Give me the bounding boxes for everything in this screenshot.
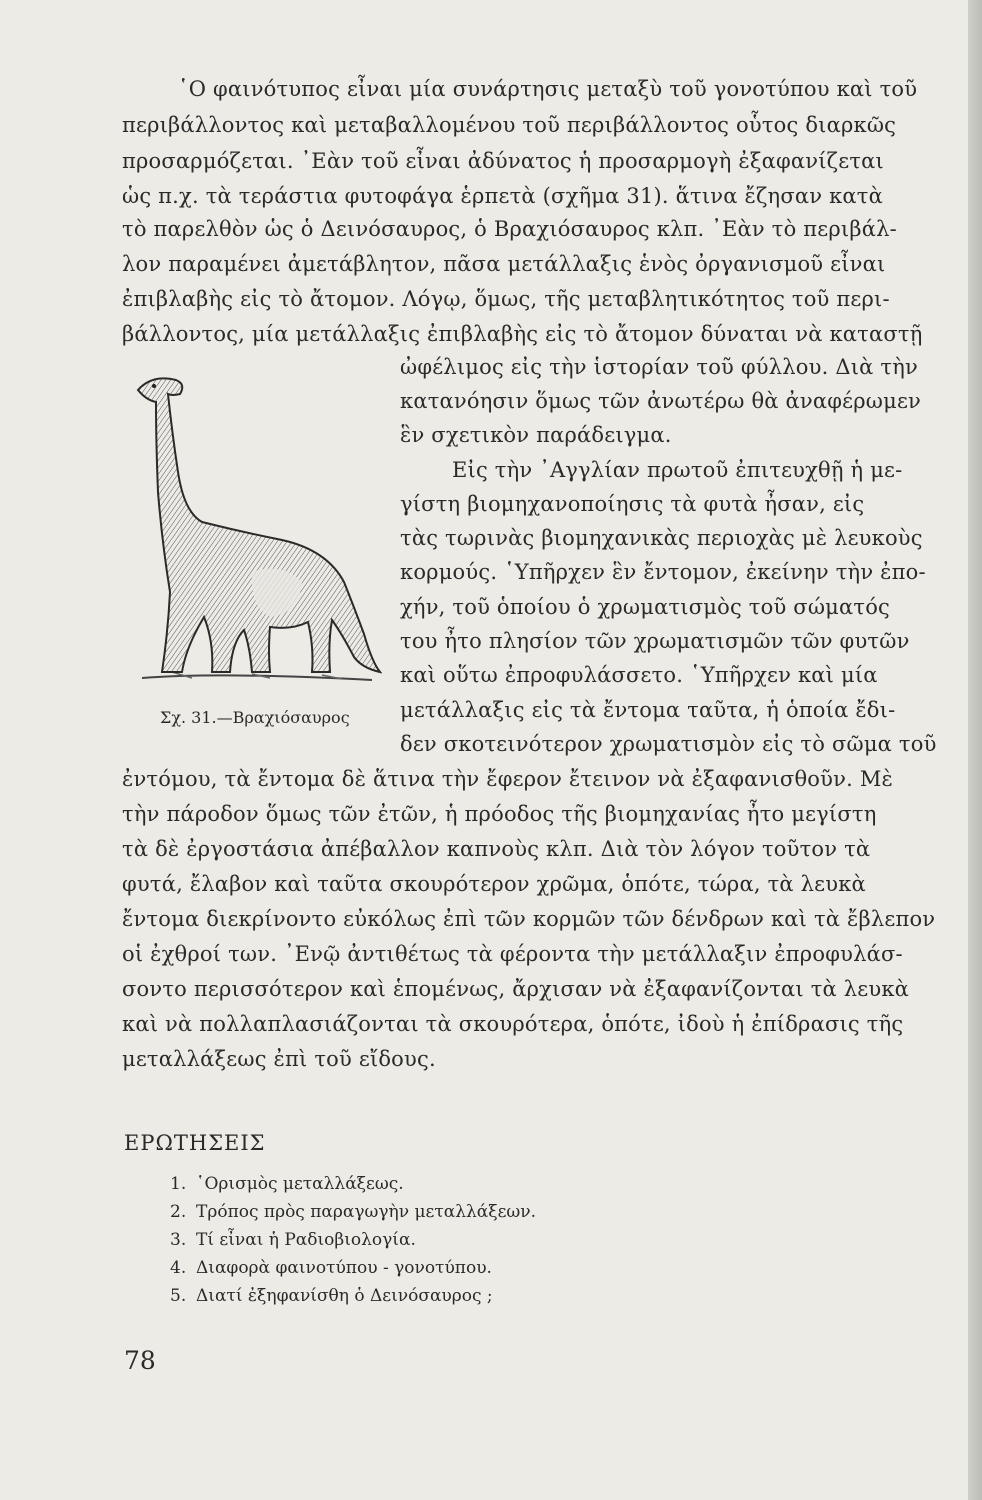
text-line: τὸ παρελθὸν ὡς ὁ Δεινόσαυρος, ὁ Βραχιόσαυρος κλπ. ᾿Εὰν τὸ περιβάλ- (122, 217, 897, 241)
question-number: 2. (170, 1202, 187, 1222)
list-item (170, 1172, 404, 1196)
text-line: μεταλλάξεως ἐπὶ τοῦ εἴδους. (122, 1047, 436, 1071)
text-line: χήν, τοῦ ὁποίου ὁ χρωματισμὸς τοῦ σώματός (400, 595, 891, 619)
list-item (170, 1256, 492, 1280)
question-number: 3. (170, 1230, 187, 1250)
questions-heading: ΕΡΩΤΗΣΕΙΣ (124, 1131, 266, 1155)
text-line: ῾Ο φαινότυπος εἶναι μία συνάρτησις μεταξὺ τοῦ γονοτύπου καὶ τοῦ (178, 77, 918, 101)
text-line: ὡς π.χ. τὰ τεράστια φυτοφάγα ἑρπετὰ (σχῆμα 31). ἅτινα ἔζησαν κατὰ (122, 184, 884, 208)
text-line: δεν σκοτεινότερον χρωματισμὸν εἰς τὸ σῶμα τοῦ (400, 732, 937, 756)
figure-caption: Σχ. 31.—Βραχιόσαυρος (160, 708, 350, 727)
text-line: τὴν πάροδον ὅμως τῶν ἐτῶν, ἡ πρόοδος τῆς βιομηχανίας ἦτο μεγίστη (122, 802, 877, 826)
text-line: τὰ δὲ ἐργοστάσια ἀπέβαλλον καπνοὺς κλπ. Διὰ τὸν λόγον τοῦτον τὰ (122, 837, 871, 861)
text-line: προσαρμόζεται. ᾿Εὰν τοῦ εἶναι ἀδύνατος ἡ προσαρμογὴ ἐξαφανίζεται (122, 149, 884, 173)
text-line: οἱ ἐχθροί των. ᾿Ενῷ ἀντιθέτως τὰ φέροντα τὴν μετάλλαξιν ἐπροφυλάσ- (122, 942, 903, 966)
list-item (170, 1284, 493, 1308)
text-line: σοντο περισσότερον καὶ ἑπομένως, ἄρχισαν νὰ ἐξαφανίζονται τὰ λευκὰ (122, 977, 910, 1001)
text-line: βάλλοντος, μία μετάλλαξις ἐπιβλαβὴς εἰς τὸ ἄτομον δύναται νὰ καταστῇ (122, 322, 923, 346)
text-line: καὶ νὰ πολλαπλασιάζονται τὰ σκουρότερα, ὁπότε, ἰδοὺ ἡ ἐπίδρασις τῆς (122, 1012, 904, 1036)
text-line: λον παραμένει ἀμετάβλητον, πᾶσα μετάλλαξις ἑνὸς ὀργανισμοῦ εἶναι (122, 252, 886, 276)
text-line: του ἦτο πλησίον τῶν χρωματισμῶν τῶν φυτῶν (400, 629, 910, 653)
text-line: ἓν σχετικὸν παράδειγμα. (400, 423, 672, 447)
question-number: 1. (170, 1174, 187, 1194)
question-text: Διατί ἐξηφανίσθη ὁ Δεινόσαυρος ; (196, 1286, 493, 1306)
text-line: Εἰς τὴν ᾿Αγγλίαν πρωτοῦ ἐπιτευχθῇ ἡ με- (452, 458, 903, 482)
text-line: τὰς τωρινὰς βιομηχανικὰς περιοχὰς μὲ λευκοὺς (400, 526, 923, 550)
text-line: κατανόησιν ὅμως τῶν ἀνωτέρω θὰ ἀναφέρωμεν (400, 389, 922, 413)
text-line: φυτά, ἔλαβον καὶ ταῦτα σκουρότερον χρῶμα, ὁπότε, τώρα, τὰ λευκὰ (122, 872, 866, 896)
question-text: Διαφορὰ φαινοτύπου - γονοτύπου. (196, 1258, 492, 1278)
text-line: περιβάλλοντος καὶ μεταβαλλομένου τοῦ περιβάλλοντος οὗτος διαρκῶς (122, 113, 897, 137)
text-line: μετάλλαξις εἰς τὰ ἔντομα ταῦτα, ἡ ὁποία ἔδι- (400, 698, 896, 722)
question-number: 5. (170, 1286, 187, 1306)
question-text: Τί εἶναι ἡ Ραδιοβιολογία. (196, 1230, 416, 1250)
brachiosaurus-illustration (132, 372, 382, 687)
text-line: ὠφέλιμος εἰς τὴν ἱστορίαν τοῦ φύλλου. Διὰ τὴν (400, 355, 918, 379)
text-line: ἐπιβλαβὴς εἰς τὸ ἄτομον. Λόγῳ, ὅμως, τῆς μεταβλητικότητος τοῦ περι- (122, 287, 890, 311)
page-number: 78 (124, 1346, 156, 1375)
text-line: κορμούς. ῾Υπῆρχεν ἓν ἔντομον, ἐκείνην τὴν ἐπο- (400, 560, 926, 584)
text-line: γίστη βιομηχανοποίησις τὰ φυτὰ ἦσαν, εἰς (400, 492, 865, 516)
question-text: ῾Ορισμὸς μεταλλάξεως. (196, 1174, 404, 1194)
question-text: Τρόπος πρὸς παραγωγὴν μεταλλάξεων. (196, 1202, 536, 1222)
list-item (170, 1200, 536, 1224)
text-line: ἔντομα διεκρίνοντο εὐκόλως ἐπὶ τῶν κορμῶν τῶν δένδρων καὶ τὰ ἔβλεπον (122, 907, 936, 931)
question-number: 4. (170, 1258, 187, 1278)
page-edge-shadow (968, 0, 982, 1500)
text-line: ἐντόμου, τὰ ἔντομα δὲ ἅτινα τὴν ἔφερον ἔτεινον νὰ ἐξαφανισθοῦν. Μὲ (122, 767, 893, 791)
text-line: καὶ οὕτω ἐπροφυλάσσετο. ῾Υπῆρχεν καὶ μία (400, 663, 878, 687)
list-item (170, 1228, 416, 1252)
